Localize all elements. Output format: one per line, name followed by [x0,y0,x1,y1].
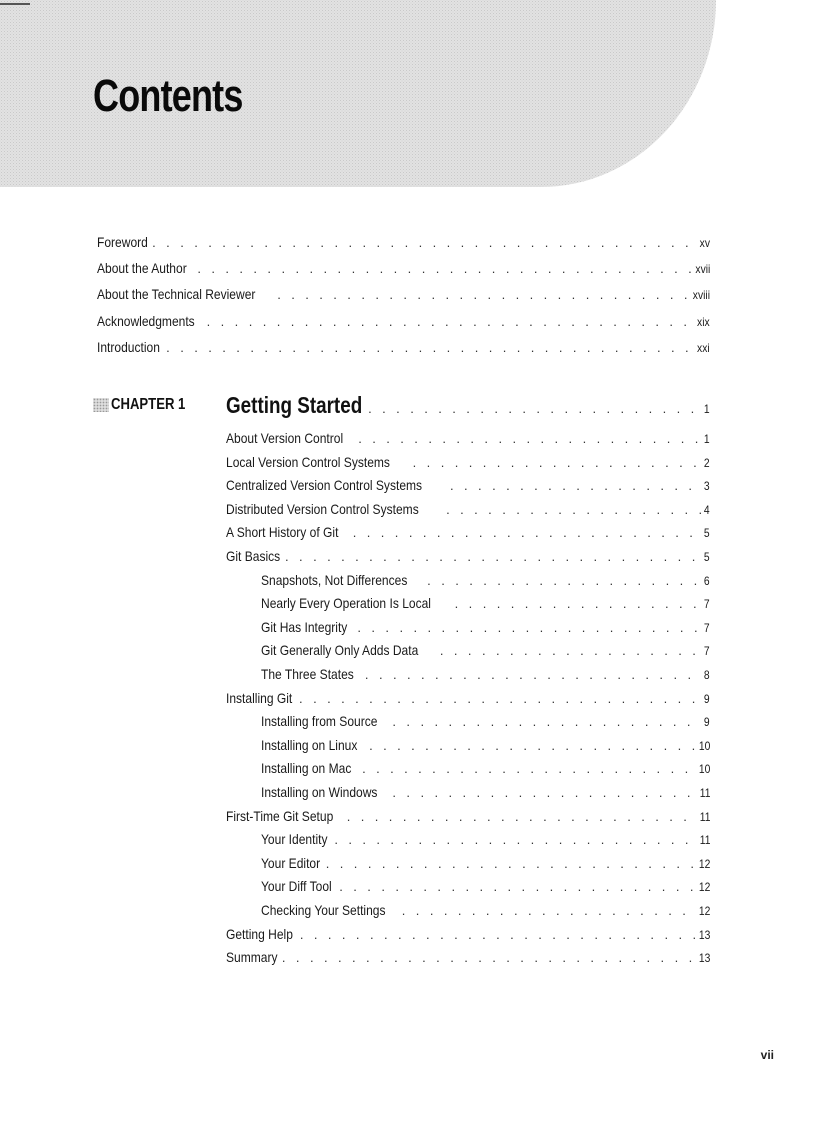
toc-leader [368,401,701,416]
toc-entry-label: Snapshots, Not Differences [261,571,408,588]
section-entry[interactable] [226,690,710,710]
toc-entry-page: 13 [698,951,710,966]
toc-leader [347,809,696,824]
toc-entry-page: 12 [698,880,710,895]
toc-leader [334,832,695,847]
toc-entry-page: 5 [704,550,710,564]
toc-leader [450,478,701,493]
front-matter-entry[interactable] [97,234,710,254]
toc-entry-label: Checking Your Settings [261,902,386,918]
chapter-page-number: 1 [704,402,710,416]
section-entry[interactable] [261,784,710,804]
toc-entry-page: 11 [699,786,710,800]
front-matter-entry[interactable] [97,313,710,333]
toc-entry-page: 11 [699,833,710,848]
section-entry[interactable] [226,501,710,521]
toc-entry-page: 9 [704,715,710,730]
front-matter-entry[interactable] [97,286,710,306]
toc-entry-page: xxi [697,340,710,355]
toc-entry-page: 13 [698,927,710,942]
toc-entry-page: xviii [692,288,710,303]
toc-entry-label: First-Time Git Setup [226,807,334,824]
section-entry[interactable] [226,548,710,568]
toc-leader [300,927,695,942]
toc-leader [282,950,695,965]
toc-entry-label: Distributed Version Control Systems [226,500,419,517]
toc-leader [357,620,701,635]
toc-entry-label: Summary [226,949,278,966]
toc-entry-label: Centralized Version Control Systems [226,477,423,494]
toc-leader [427,573,701,588]
section-entry[interactable] [226,430,710,450]
toc-entry-label: Git Basics [226,548,281,564]
section-entry[interactable] [261,595,710,615]
toc-entry-label: A Short History of Git [226,524,339,541]
toc-leader [285,549,701,564]
section-entry[interactable] [261,878,710,898]
section-entry[interactable] [261,760,710,780]
toc-entry-page: 1 [704,432,710,446]
toc-leader [392,714,701,729]
section-entry[interactable] [261,666,710,686]
section-entry[interactable] [261,713,710,733]
toc-leader [440,643,701,658]
toc-entry-label: Git Has Integrity [261,618,348,635]
page-title: Contents [93,70,243,121]
section-entry[interactable] [226,477,710,497]
toc-entry-label: The Three States [261,666,354,682]
corner-mark [0,3,30,5]
toc-entry-page: 4 [704,502,710,517]
toc-entry-page: xix [697,314,710,329]
toc-entry-page: 10 [698,738,710,753]
chapter-title-entry[interactable] [226,392,710,418]
toc-leader [365,667,701,682]
toc-entry-label: Installing on Linux [261,736,358,753]
toc-entry-label: Git Generally Only Adds Data [261,642,419,659]
toc-leader [455,596,702,611]
toc-entry-label: About the Technical Reviewer [97,286,256,303]
toc-entry-page: xvii [695,262,710,277]
section-entry[interactable] [226,454,710,474]
toc-entry-label: Foreword [97,234,148,250]
toc-leader [166,340,693,355]
toc-entry-label: About the Author [97,260,187,277]
chapter-heading [93,396,202,414]
toc-entry-label: Installing from Source [261,713,378,730]
toc-leader [392,785,695,800]
toc-entry-label: Getting Help [226,925,293,942]
section-entry[interactable] [226,524,710,544]
toc-leader [362,761,695,776]
section-entry[interactable] [261,737,710,757]
toc-entry-page: 7 [704,620,710,635]
toc-entry-page: 8 [704,668,710,682]
section-entry[interactable] [261,902,710,922]
toc-entry-page: 5 [704,526,710,541]
toc-entry-label: Your Editor [261,854,321,871]
toc-entry-label: Installing on Mac [261,760,352,777]
section-entry[interactable] [261,619,710,639]
toc-entry-page: xv [699,236,710,250]
toc-entry-label: Installing Git [226,689,293,706]
toc-leader [197,261,690,276]
toc-entry-label: About Version Control [226,430,344,446]
toc-entry-page: 12 [698,904,710,918]
toc-entry-page: 12 [698,856,710,871]
toc-entry-page: 11 [699,809,710,824]
toc-entry-page: 7 [704,644,710,659]
chapter-label: CHAPTER 1 [111,396,186,413]
toc-leader [299,691,701,706]
toc-leader [369,738,695,753]
toc-entry-label: Nearly Every Operation Is Local [261,595,431,612]
section-entry[interactable] [226,808,710,828]
toc-entry-page: 6 [704,573,710,588]
toc-entry-label: Your Identity [261,831,328,848]
chapter-title: Getting Started [226,392,363,418]
front-matter-entry[interactable] [97,339,710,359]
toc-leader [277,287,688,302]
toc-entry-page: 2 [704,455,710,470]
section-entry[interactable] [226,926,710,946]
toc-leader [326,856,695,871]
toc-leader [402,903,695,918]
toc-leader [207,314,694,329]
toc-entry-label: Your Diff Tool [261,878,332,895]
toc-entry-label: Introduction [97,338,160,355]
section-entry[interactable] [261,855,710,875]
toc-leader [152,235,696,250]
toc-entry-page: 9 [704,691,710,706]
section-entry[interactable] [261,831,710,851]
toc-entry-label: Acknowledgments [97,312,195,329]
section-entry[interactable] [261,642,710,662]
toc-leader [339,879,694,894]
chapter-marker-icon [93,398,109,412]
toc-entry-page: 10 [698,762,710,777]
section-entry[interactable] [226,949,710,969]
toc-leader [358,431,701,446]
front-matter-entry[interactable] [97,260,710,280]
toc-entry-label: Installing on Windows [261,784,378,800]
toc-leader [353,525,702,540]
toc-entry-label: Local Version Control Systems [226,453,390,470]
page-folio: vii [760,1048,774,1062]
section-entry[interactable] [261,572,710,592]
toc-leader [446,502,701,517]
toc-leader [413,455,702,470]
toc-entry-page: 3 [704,479,710,494]
toc-entry-page: 7 [704,597,710,612]
